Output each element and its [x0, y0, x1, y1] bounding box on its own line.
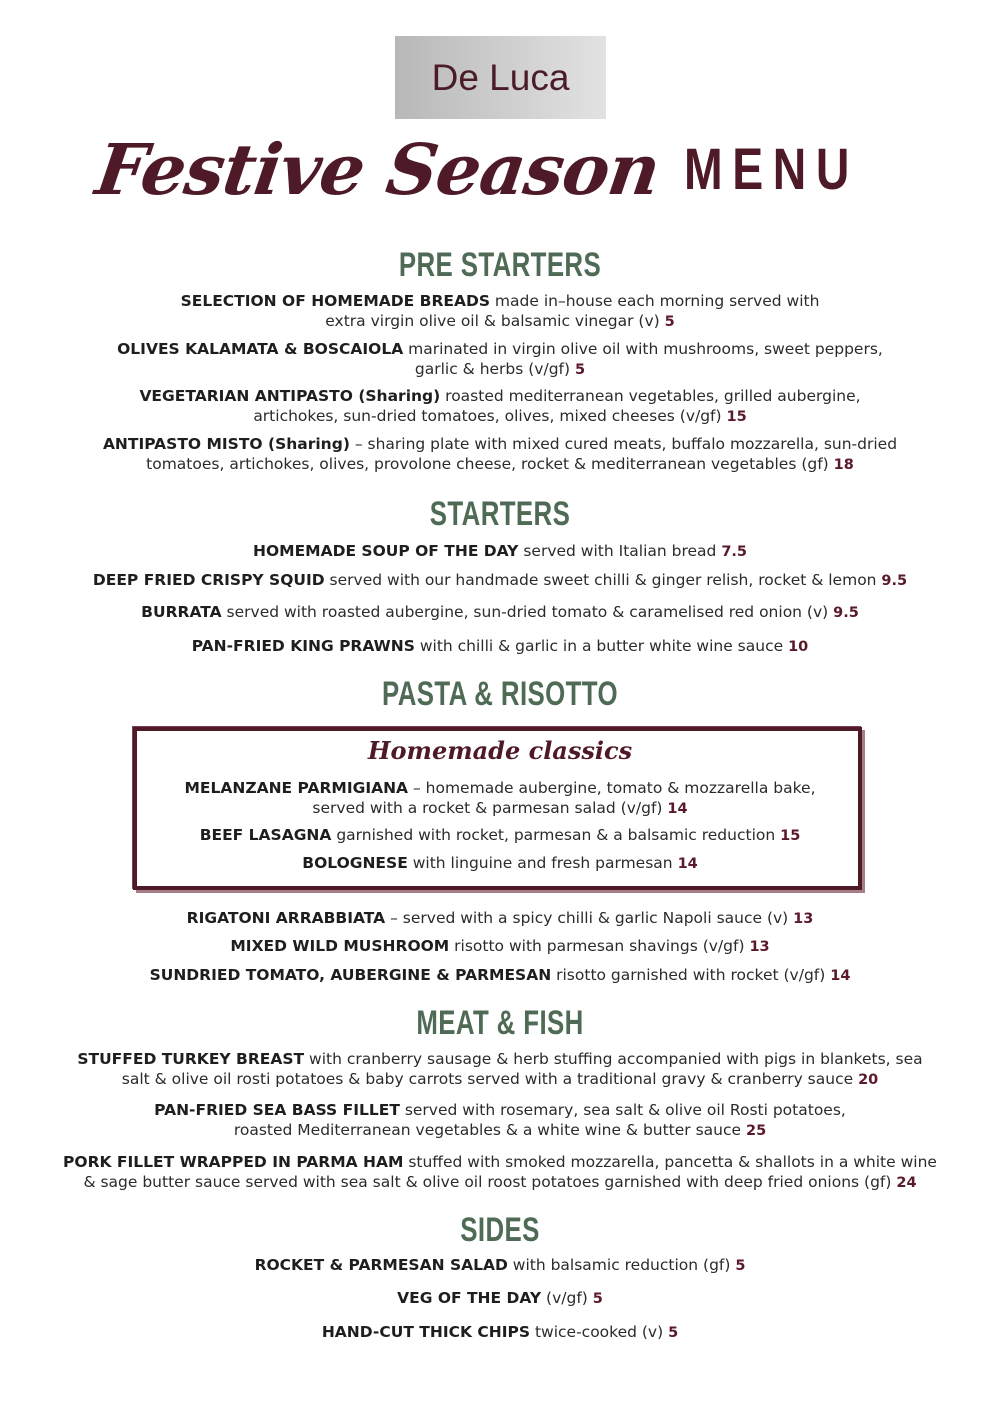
menu-title [0, 128, 1000, 211]
item-name: VEGETARIAN ANTIPASTO (Sharing) [139, 387, 441, 405]
menu-item [40, 386, 960, 427]
menu-item [40, 339, 960, 380]
item-price: 9.5 [881, 573, 908, 589]
item-name: HAND-CUT THICK CHIPS [321, 1323, 531, 1341]
item-desc: artichokes, sun-dried tomatoes, olives, mixed cheeses (v/gf) [253, 407, 727, 425]
section-heading-sides: SIDES [460, 1211, 540, 1249]
menu-item [40, 434, 960, 475]
item-price: 13 [793, 911, 814, 927]
menu-item [40, 1322, 960, 1343]
item-desc: with cranberry sausage & herb stuffing accompanied with pigs in blankets, sea [304, 1050, 923, 1068]
item-desc: risotto with parmesan shavings (v/gf) [449, 937, 750, 955]
item-price: 14 [667, 801, 688, 817]
item-desc: served with roasted aubergine, sun-dried tomato & caramelised red onion (v) [221, 603, 834, 621]
item-name: PAN-FRIED KING PRAWNS [191, 637, 415, 655]
menu-item [40, 541, 960, 562]
item-price: 10 [788, 639, 809, 655]
item-price: 18 [833, 457, 854, 473]
item-price: 20 [858, 1072, 879, 1088]
item-desc: stuffed with smoked mozzarella, pancetta & shallots in a white wine [403, 1153, 937, 1171]
item-name: HOMEMADE SOUP OF THE DAY [253, 542, 519, 560]
item-name: SUNDRIED TOMATO, AUBERGINE & PARMESAN [149, 966, 552, 984]
classics-title: Homemade classics [367, 736, 633, 765]
item-desc: served with Italian bread [518, 542, 722, 560]
title-menu-word: MENU [684, 137, 860, 202]
item-price: 5 [668, 1325, 679, 1341]
item-name: ANTIPASTO MISTO (Sharing) [102, 435, 350, 453]
menu-item [40, 936, 960, 957]
item-price: 7.5 [721, 544, 747, 560]
item-desc: served with rosemary, sea salt & olive oil Rosti potatoes, [399, 1101, 846, 1119]
item-price: 14 [677, 856, 698, 872]
item-name: STUFFED TURKEY BREAST [77, 1050, 305, 1068]
item-name: PORK FILLET WRAPPED IN PARMA HAM [63, 1153, 404, 1171]
item-desc: & sage butter sauce served with sea salt & olive oil roost potatoes garnished with deep fried onions (gf) [83, 1173, 897, 1191]
menu-item [40, 291, 960, 332]
menu-item [40, 1049, 960, 1090]
brand-name: De Luca [431, 56, 570, 98]
menu-item [40, 1100, 960, 1141]
title-script: Festive Season [90, 128, 665, 211]
item-desc: with chilli & garlic in a butter white wine sauce [414, 637, 789, 655]
item-name: BURRATA [141, 603, 222, 621]
item-desc: roasted Mediterranean vegetables & a white wine & butter sauce [233, 1121, 746, 1139]
item-desc: garnished with rocket, parmesan & a balsamic reduction [331, 826, 781, 844]
item-price: 5 [735, 1258, 746, 1274]
menu-item [40, 778, 960, 819]
item-price: 15 [780, 828, 801, 844]
item-desc: made in–house each morning served with [490, 292, 820, 310]
item-desc: – served with a spicy chilli & garlic Napoli sauce (v) [385, 909, 794, 927]
item-desc: – homemade aubergine, tomato & mozzarella bake, [408, 779, 816, 797]
item-name: VEG OF THE DAY [397, 1289, 542, 1307]
menu-item [40, 825, 960, 846]
item-desc: salt & olive oil rosti potatoes & baby carrots served with a traditional gravy & cranberry sauce [121, 1070, 859, 1088]
item-name: BEEF LASAGNA [199, 826, 332, 844]
item-name: MIXED WILD MUSHROOM [230, 937, 450, 955]
item-desc: served with our handmade sweet chilli & ginger relish, rocket & lemon [324, 571, 882, 589]
item-price: 5 [574, 362, 586, 378]
item-desc: – sharing plate with mixed cured meats, buffalo mozzarella, sun-dried [349, 435, 898, 453]
item-name: MELANZANE PARMIGIANA [184, 779, 409, 797]
menu-item [40, 853, 960, 874]
item-name: DEEP FRIED CRISPY SQUID [92, 571, 325, 589]
item-name: ROCKET & PARMESAN SALAD [254, 1256, 508, 1274]
item-name: OLIVES KALAMATA & BOSCAIOLA [117, 340, 404, 358]
item-price: 13 [749, 939, 770, 955]
item-desc: tomatoes, artichokes, olives, provolone cheese, rocket & mediterranean vegetables (gf) [146, 455, 834, 473]
menu-item [40, 1288, 960, 1309]
item-price: 15 [726, 409, 747, 425]
item-price: 25 [745, 1123, 767, 1139]
item-price: 5 [664, 314, 675, 330]
menu-item [40, 636, 960, 657]
item-price: 14 [830, 968, 851, 984]
item-name: BOLOGNESE [302, 854, 408, 872]
menu-item [40, 602, 960, 623]
menu-item [40, 1152, 960, 1193]
menu-item [40, 1255, 960, 1276]
item-desc: marinated in virgin olive oil with mushrooms, sweet peppers, [403, 340, 883, 358]
section-heading-meat-fish: MEAT & FISH [416, 1004, 584, 1042]
item-price: 5 [592, 1291, 603, 1307]
item-desc: twice-cooked (v) [530, 1323, 669, 1341]
item-desc: roasted mediterranean vegetables, grilled aubergine, [440, 387, 861, 405]
item-desc: with balsamic reduction (gf) [507, 1256, 736, 1274]
item-desc: (v/gf) [541, 1289, 593, 1307]
item-name: RIGATONI ARRABBIATA [186, 909, 386, 927]
item-desc: garlic & herbs (v/gf) [414, 360, 575, 378]
item-desc: served with a rocket & parmesan salad (v/gf) [312, 799, 668, 817]
menu-item [40, 965, 960, 986]
item-desc: risotto garnished with rocket (v/gf) [551, 966, 831, 984]
section-heading-starters: STARTERS [429, 495, 571, 533]
section-heading-pre-starters: PRE STARTERS [398, 246, 602, 284]
menu-item [40, 908, 960, 929]
brand-logo [395, 36, 606, 119]
item-name: PAN-FRIED SEA BASS FILLET [154, 1101, 400, 1119]
item-price: 24 [896, 1175, 917, 1191]
item-desc: extra virgin olive oil & balsamic vinegar (v) [325, 312, 665, 330]
section-heading-pasta-risotto: PASTA & RISOTTO [382, 675, 618, 713]
item-name: SELECTION OF HOMEMADE BREADS [180, 292, 490, 310]
menu-item [40, 570, 960, 591]
item-price: 9.5 [833, 605, 859, 621]
item-desc: with linguine and fresh parmesan [407, 854, 678, 872]
